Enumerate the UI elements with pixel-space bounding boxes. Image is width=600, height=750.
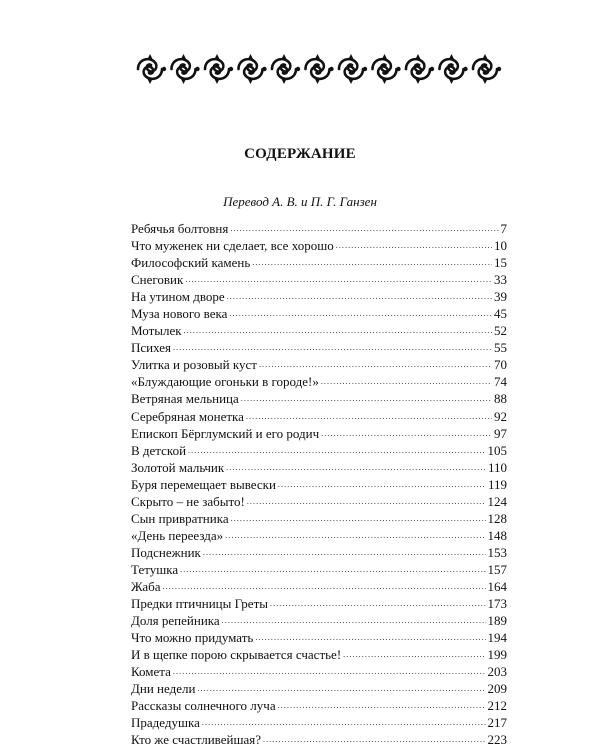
dot-leader [321,373,492,386]
dot-leader [225,527,485,540]
dot-leader [188,442,485,455]
toc-entry [131,527,507,544]
toc-entry-page-number: 189 [487,613,507,629]
toc-entry [131,714,507,731]
toc-entry [131,510,507,527]
dot-leader [226,459,486,472]
toc-entry-page-number: 45 [494,306,507,322]
toc-entry-title: Золотой мальчик [131,459,225,475]
toc-entry-title: Снеговик [131,272,184,288]
dot-leader [185,271,492,284]
toc-entry [131,459,507,476]
toc-entry [131,339,507,356]
toc-entry-title: «Блуждающие огоньки в городе!» [131,374,319,390]
toc-entry [131,425,507,442]
toc-entry [131,595,507,612]
dot-leader [202,714,486,727]
toc-entry-title: Ветряная мельница [131,391,239,407]
toc-entry-title: И в щепке порою скрывается счастье! [131,647,342,663]
toc-entry-page-number: 194 [487,630,507,646]
toc-entry-page-number: 148 [487,527,507,543]
toc-entry-page-number: 153 [487,544,507,560]
toc-entry [131,305,507,322]
toc-entry-title: Жаба [131,578,161,594]
toc-entry-title: Сын привратника [131,510,229,526]
toc-entry-page-number: 74 [494,374,507,390]
dot-leader [197,680,485,693]
toc-entry-page-number: 119 [487,476,507,492]
toc-entry-title: Рассказы солнечного луча [131,698,276,714]
dot-leader [247,493,486,506]
toc-entry [131,578,507,595]
dot-leader [241,390,492,403]
toc-entry [131,254,507,271]
dot-leader [184,322,492,335]
toc-entry-title: Комета [131,664,171,680]
toc-entry [131,561,507,578]
toc-entry-page-number: 33 [494,272,507,288]
toc-entry-page-number: 10 [494,238,507,254]
floral-ornament-icon [134,52,502,86]
toc-entry [131,680,507,697]
toc-entry-title: Скрыто – не забыто! [131,493,245,509]
toc-entry [131,544,507,561]
toc-entry [131,356,507,373]
toc-entry [131,646,507,663]
toc-entry-title: Кто же счастливейшая? [131,732,261,748]
toc-entry-title: Муза нового века [131,306,228,322]
dot-leader [263,731,486,744]
toc-entry [131,629,507,646]
dot-leader [227,288,492,301]
toc-entry-page-number: 199 [487,647,507,663]
toc-entry-title: На утином дворе [131,289,225,305]
toc-entry-title: Мотылек [131,323,182,339]
toc-entry-title: Тетушка [131,561,179,577]
toc-entry-title: Подснежник [131,544,201,560]
toc-entry [131,237,507,254]
toc-entry-page-number: 52 [494,323,507,339]
toc-entry-title: Серебряная монетка [131,408,244,424]
toc-entry [131,220,507,237]
toc-entry-title: Дни недели [131,681,196,697]
toc-entry-title: Доля репейника [131,613,220,629]
toc-entry-title: Что можно придумать [131,630,254,646]
toc-entry [131,271,507,288]
toc-entry-page-number: 7 [500,221,507,236]
dot-leader [180,561,485,574]
toc-entry-page-number: 203 [487,664,507,680]
toc-entry-page-number: 105 [487,442,507,458]
toc-entry-title: В детской [131,442,187,458]
toc-entry-page-number: 128 [487,510,507,526]
dot-leader [231,510,486,523]
toc-entry [131,288,507,305]
toc-entry-title: Прадедушка [131,715,200,731]
dot-leader [252,254,492,267]
toc-entry-page-number: 209 [487,681,507,697]
toc-entry [131,442,507,459]
toc-entry [131,493,507,510]
toc-entry-page-number: 55 [494,340,507,356]
dot-leader [203,544,486,557]
dot-leader [173,339,492,352]
dot-leader [278,476,486,489]
toc-entry-page-number: 110 [487,459,507,475]
toc-entry-page-number: 92 [494,408,507,424]
toc-entry-page-number: 124 [487,493,507,509]
dot-leader [259,356,492,369]
dot-leader [321,425,492,438]
toc-entry-title: Буря перемещает вывески [131,476,276,492]
toc-entry-title: Епископ Бёрглумский и его родич [131,425,320,441]
toc-entry-page-number: 15 [494,255,507,271]
dot-leader [255,629,485,642]
toc-entry [131,373,507,390]
toc-entry-title: «День переезда» [131,527,224,543]
toc-entry-page-number: 164 [487,578,507,594]
toc-entry [131,612,507,629]
toc-entry [131,390,507,407]
toc-entry-page-number: 88 [494,391,507,407]
toc-entry-title: Ребячья болтовня [131,221,229,236]
toc-entry-page-number: 217 [487,715,507,731]
page-title: СОДЕРЖАНИЕ [244,146,356,162]
toc-entry-title: Улитка и розовый куст [131,357,257,373]
toc-entry [131,476,507,493]
toc-entry-page-number: 39 [494,289,507,305]
toc-entry-title: Предки птичницы Греты [131,596,268,612]
translator-subtitle: Перевод А. В. и П. Г. Ганзен [223,194,377,209]
dot-leader [246,408,492,421]
toc-entry-page-number: 97 [494,425,507,441]
toc-entry-title: Что муженек ни сделает, все хорошо [131,238,334,254]
toc-entry-title: Философский камень [131,255,251,271]
toc-entry [131,663,507,680]
toc-entry [131,322,507,339]
dot-leader [343,646,485,659]
dot-leader [162,578,485,591]
dot-leader [229,305,492,318]
toc-entry-page-number: 223 [487,732,507,748]
toc-entry [131,731,507,748]
toc-entry-page-number: 212 [487,698,507,714]
toc-entry-page-number: 70 [494,357,507,373]
toc-entry-page-number: 173 [487,596,507,612]
dot-leader [173,663,486,676]
toc-entry [131,408,507,425]
dot-leader [222,612,486,625]
toc-entry [131,697,507,714]
dot-leader [278,697,486,710]
toc-entry-page-number: 157 [487,561,507,577]
table-of-contents [131,220,507,748]
dot-leader [230,220,498,233]
toc-entry-title: Психея [131,340,172,356]
dot-leader [336,237,492,250]
dot-leader [270,595,486,608]
